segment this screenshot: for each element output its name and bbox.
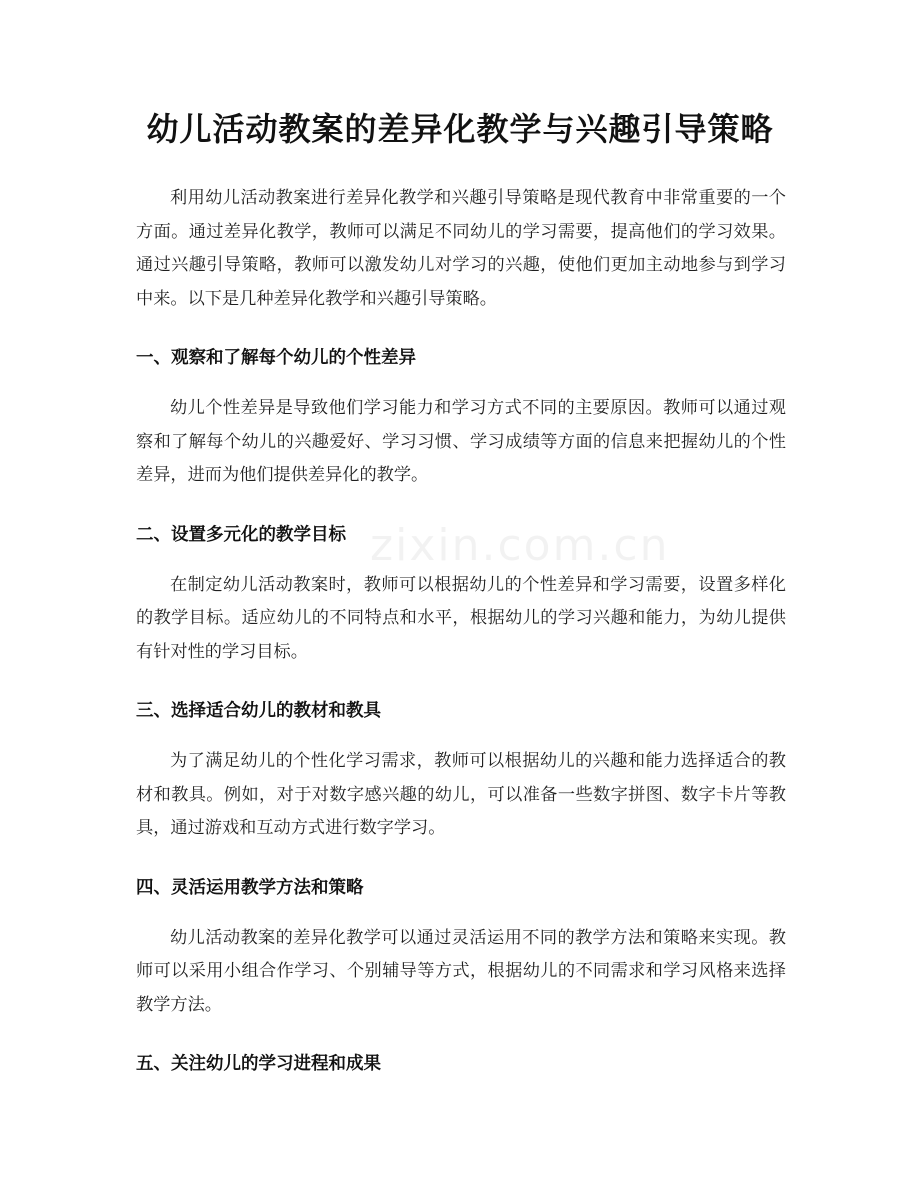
section-heading-3: 三、选择适合幼儿的教材和教具 — [136, 701, 381, 721]
watermark: zixin.com.cn — [370, 520, 670, 571]
section-heading-2: 二、设置多元化的教学目标 — [136, 524, 346, 545]
document-title: 幼儿活动教案的差异化教学与兴趣引导策略 — [146, 110, 774, 148]
section-heading-5: 五、关注幼儿的学习进程和成果 — [136, 1054, 381, 1074]
section-body-4: 幼儿活动教案的差异化教学可以通过灵活运用不同的教学方法和策略来实现。教师可以采用小组合作学习、个别辅导等方式，根据幼儿的不同需求和学习风格来选择教学方法。 — [136, 927, 786, 1015]
section-heading-1: 一、观察和了解每个幼儿的个性差异 — [136, 348, 416, 368]
section-body-1: 幼儿个性差异是导致他们学习能力和学习方式不同的主要原因。教师可以通过观察和了解每个幼儿的兴趣爱好、学习习惯、学习成绩等方面的信息来把握幼儿的个性差异，进而为他们提供差异化的教学。 — [136, 398, 786, 485]
section-body-2: 在制定幼儿活动教案时，教师可以根据幼儿的个性差异和学习需要，设置多样化的教学目标。适应幼儿的不同特点和水平，根据幼儿的学习兴趣和能力，为幼儿提供有针对性的学习目标。 — [136, 574, 786, 662]
intro-paragraph: 利用幼儿活动教案进行差异化教学和兴趣引导策略是现代教育中非常重要的一个方面。通过差异化教学，教师可以满足不同幼儿的学习需要，提高他们的学习效果。通过兴趣引导策略，教师可以激发幼儿对学习的兴趣，使他们更加主动地参与到学习中来。以下是几种差异化教学和兴趣引导策略。 — [136, 188, 786, 309]
section-heading-4: 四、灵活运用教学方法和策略 — [136, 877, 364, 898]
section-body-3: 为了满足幼儿的个性化学习需求，教师可以根据幼儿的兴趣和能力选择适合的教材和教具。例如，对于对数字感兴趣的幼儿，可以准备一些数字拼图、数字卡片等教具，通过游戏和互动方式进行数字学习。 — [136, 751, 786, 838]
document-body — [136, 182, 786, 1076]
